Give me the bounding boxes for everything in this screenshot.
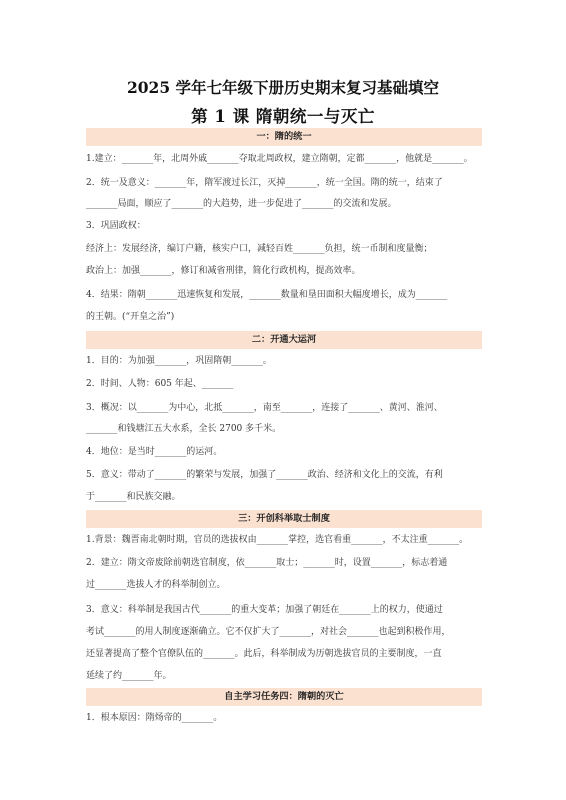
lesson-title: 第 1 课 隋朝统一与灭亡 [191, 107, 375, 126]
text-line: 3．巩固政权： [86, 221, 146, 231]
section-heading-sui-fall: 自主学习任务四：隋朝的灭亡 [86, 688, 482, 706]
text-line: 1．根本原因：隋炀帝的_______。 [86, 713, 223, 723]
text-line: 于_______和民族交融。 [86, 492, 181, 502]
text-line: 2．统一及意义：_______年，隋军渡过长江，灭掉_______，统一全国。隋的统一，结束了 [86, 178, 443, 188]
text-line: 3．意义：科举制是我国古代_______的重大变革；加强了朝廷在_______上的权力，使通过 [86, 605, 443, 615]
text-line: 政治上：加强_______，修订和减省刑律，简化行政机构，提高效率。 [86, 266, 361, 276]
text-line: 1.建立：_______年，北周外戚_______夺取北周政权，建立隋朝，定都_______，他就是_______。 [86, 154, 473, 164]
text-line: 1.背景：魏晋南北朝时期，官员的选拔权由_______掌控，选官看重_______，不太注重_______。 [86, 535, 469, 545]
document-title: 2025 学年七年级下册历史期末复习基础填空 [126, 78, 440, 97]
text-line: 2．建立：隋文帝废除前朝选官制度，依_______取士；_______时，设置_______，标志着通 [86, 558, 448, 568]
text-line: 考试_______的用人制度逐渐确立。它不仅扩大了_______，对社会_______也起到积极作用， [86, 627, 451, 637]
text-line: 4．地位：是当时_______的运河。 [86, 447, 223, 457]
text-line: _______和钱塘江五大水系，全长 2700 多千米。 [86, 424, 282, 434]
text-line: 4．结果：隋朝_______迅速恢复和发展，_______数量和垦田面积大幅度增长，成为_______ [86, 290, 448, 300]
text-line: 2．时间、人物：605 年起、_______ [86, 379, 234, 389]
text-line: 过_______选拔人才的科举制创立。 [86, 580, 226, 590]
text-line: 还显著提高了整个官僚队伍的_______。此后，科举制成为历朝选拔官员的主要制度，一直 [86, 649, 442, 659]
section-heading-imperial-exam: 三：开创科举取士制度 [86, 510, 482, 528]
text-line: 3．概况：以_______为中心，北抵_______，南至_______，连接了_______、黄河、淮河、 [86, 403, 443, 413]
section-heading-grand-canal: 二：开通大运河 [86, 331, 482, 349]
text-line: 的王朝。(“开皇之治”) [86, 312, 175, 322]
text-line: _______局面，顺应了_______的大趋势，进一步促进了_______的交流和发展。 [86, 199, 397, 209]
text-line: 5．意义：带动了_______的繁荣与发展，加强了_______政治、经济和文化上的交流，有利 [86, 470, 443, 480]
section-heading-sui-unification: 一：隋的统一 [86, 128, 482, 146]
text-line: 延续了约_______年。 [86, 671, 172, 681]
text-line: 经济上：发展经济，编订户籍，核实户口，减轻百姓_______负担，统一币制和度量衡； [86, 244, 433, 254]
text-line: 1．目的：为加强_______，巩固隋朝_______。 [86, 356, 272, 366]
